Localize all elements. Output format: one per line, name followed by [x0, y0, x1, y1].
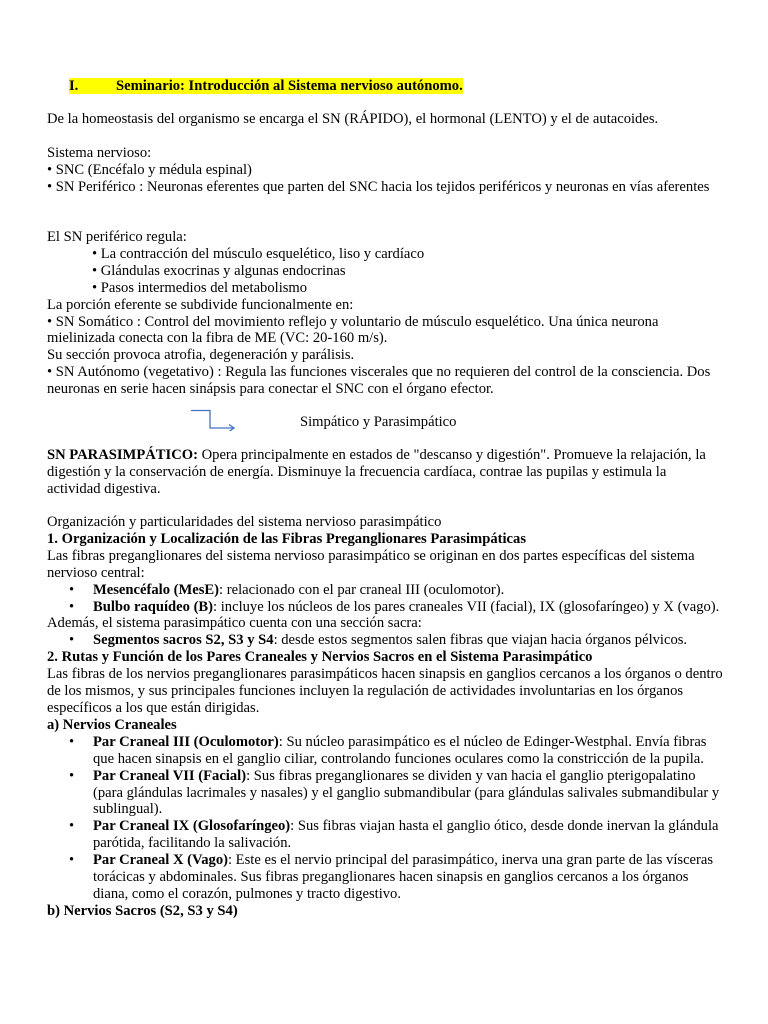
- periferico-item: • Pasos intermedios del metabolismo: [92, 279, 308, 296]
- list-item: [93, 734, 723, 768]
- bent-arrow-icon: [189, 409, 239, 431]
- seccion-text: Su sección provoca atrofia, degeneración y parálisis.: [47, 347, 355, 364]
- list-item-text: : relacionado con el par craneal III (oculomotor).: [219, 581, 505, 598]
- section1-heading: 1. Organización y Localización de las Fibras Preganglionares Parasimpáticas: [47, 530, 526, 547]
- list-item-text: : Este es el nervio principal del parasimpático, inerva una gran parte de las vísceras torácicas y abdominales. Sus fibras preganglionares hacen sinapsis en ganglios cercanos a los órganos diana, como el corazón, pulmones y tracto digestivo.: [93, 852, 714, 902]
- sistema-heading: Sistema nervioso:: [47, 145, 152, 161]
- periferico-item: • La contracción del músculo esquelético, liso y cardíaco: [92, 245, 425, 262]
- list-item-text: : Sus fibras preganglionares se dividen y van hacia el ganglio pterigopalatino (para glándulas lacrimales y nasales) y el ganglio submandibular (para glándulas salivales submandibular y sublingual).: [93, 767, 720, 818]
- list-item: [93, 632, 723, 649]
- parasimpatico-label: SN PARASIMPÁTICO:: [47, 447, 198, 463]
- sub-a-heading: a) Nervios Craneales: [47, 716, 177, 733]
- eferente-text: La porción eferente se subdivide funcionalmente en:: [47, 296, 354, 313]
- parasimpatico-text: Opera principalmente en estados de "descanso y digestión". Promueve la relajación, la digestión y la conservación de energía. Disminuye la frecuencia cardíaca, contrae las pupilas y estimula la actividad digestiva.: [47, 447, 706, 497]
- list-item-bold: Segmentos sacros S2, S3 y S4: [93, 632, 274, 649]
- list-item-bold: Par Craneal VII (Facial): [93, 767, 247, 784]
- list-item: [93, 852, 723, 903]
- list-item-bold: Par Craneal IX (Glosofaríngeo): [93, 818, 291, 835]
- list-item: [93, 582, 723, 599]
- title-highlight: [69, 78, 463, 94]
- section2-heading: 2. Rutas y Función de los Pares Craneales y Nervios Sacros en el Sistema Parasimpático: [47, 649, 593, 666]
- parasimpatico-paragraph: [47, 447, 723, 498]
- list-item-text: : incluye los núcleos de los pares craneales VII (facial), IX (glosofaríngeo) y X (vago).: [213, 598, 720, 615]
- list-item: [93, 768, 723, 819]
- title-number: I.: [69, 78, 79, 94]
- autonomo-item: • SN Autónomo (vegetativo) : Regula las funciones viscerales que no requieren del control de la consciencia. Dos neuronas en serie hacen sinápsis para conectar el SNC con el órgano efector.: [47, 364, 711, 398]
- section1-intro: Las fibras preganglionares del sistema nervioso parasimpático se originan en dos partes específicas del sistema nervioso central:: [47, 547, 695, 581]
- periferico-item: • Glándulas exocrinas y algunas endocrinas: [92, 262, 346, 279]
- homeostasis-paragraph: De la homeostasis del organismo se encarga el SN (RÁPIDO), el hormonal (LENTO) y el de autacoides.: [47, 111, 659, 127]
- periferico-heading: El SN periférico regula:: [47, 229, 187, 245]
- title-text: Seminario: Introducción al Sistema nervioso autónomo.: [116, 78, 463, 94]
- list-item-text: : Su núcleo parasimpático es el núcleo de Edinger-Westphal. Envía fibras que hacen sinapsis en el ganglio ciliar, controlando funciones oculares como la constricción de la pupila.: [93, 733, 707, 767]
- sistema-nervioso-block: [47, 145, 723, 196]
- list-item-bold: Bulbo raquídeo (B): [93, 598, 214, 615]
- section-title: [69, 78, 463, 95]
- simpatico-label: Simpático y Parasimpático: [300, 414, 457, 430]
- snc-item: • SNC (Encéfalo y médula espinal): [47, 161, 252, 178]
- sacra-list: [47, 632, 723, 649]
- list-item: [93, 818, 723, 852]
- snp-item: • SN Periférico : Neuronas eferentes que parten del SNC hacia los tejidos periféricos y neuronas en vías aferentes: [47, 178, 710, 195]
- list-item-bold: Mesencéfalo (MesE): [93, 581, 220, 598]
- periferico-block: [47, 229, 723, 398]
- list-item-bold: Par Craneal III (Oculomotor): [93, 733, 279, 750]
- section1-list: [47, 582, 723, 616]
- somatico-item: • SN Somático : Control del movimiento reflejo y voluntario de músculo esquelético. Una única neurona mielinizada conecta con la fibra de ME (VC: 20-160 m/s).: [47, 313, 659, 347]
- list-item-bold: Par Craneal X (Vago): [93, 852, 228, 869]
- list-item-text: : desde estos segmentos salen fibras que viajan hacia órganos pélvicos.: [273, 632, 688, 649]
- sacra-intro: Además, el sistema parasimpático cuenta con una sección sacra:: [47, 615, 422, 632]
- craneales-list: [47, 734, 723, 903]
- sub-b-heading: b) Nervios Sacros (S2, S3 y S4): [47, 902, 238, 919]
- list-item: [93, 599, 723, 616]
- section2-intro: Las fibras de los nervios preganglionares parasimpáticos hacen sinapsis en ganglios cercanos a los órganos o dentro de los mismos, y sus principales funciones incluyen la regulación de actividades involuntarias en los órganos específicos a los que están dirigidas.: [47, 666, 723, 716]
- organizacion-block: [47, 514, 723, 920]
- list-item-text: : Sus fibras viajan hasta el ganglio ótico, desde donde inervan la glándula parótida, facilitando la salivación.: [93, 818, 719, 852]
- organizacion-heading: Organización y particularidades del sistema nervioso parasimpático: [47, 514, 442, 530]
